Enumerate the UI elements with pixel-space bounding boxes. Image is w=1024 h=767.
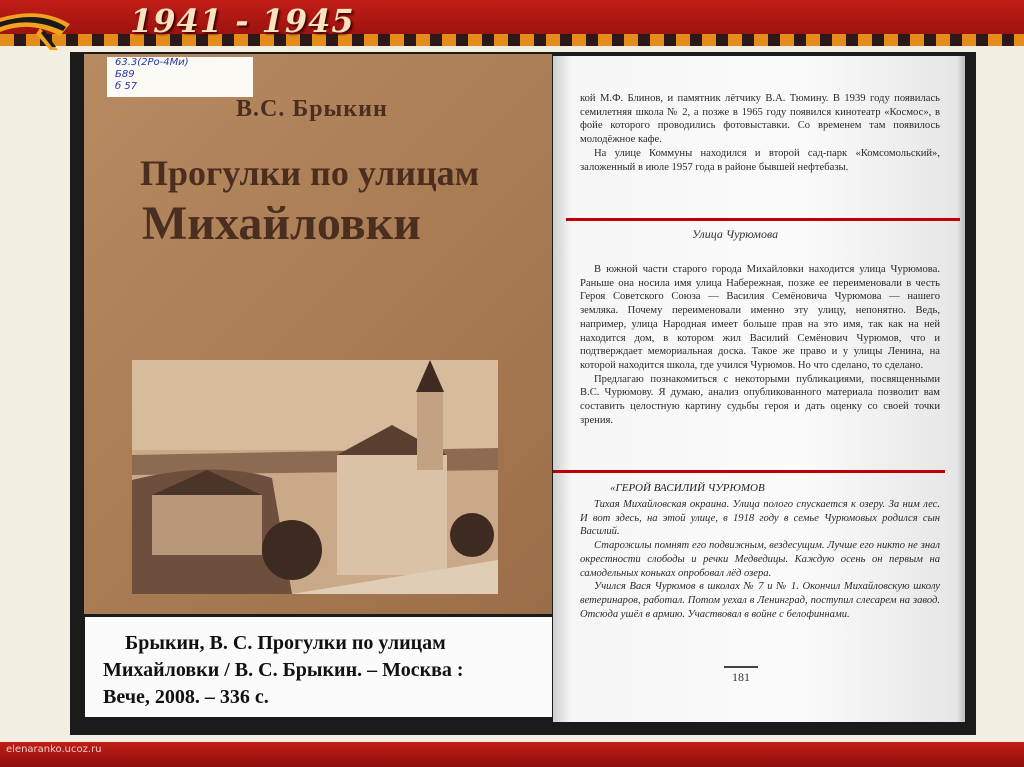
page-article-text	[580, 498, 940, 621]
st-george-ribbon-icon	[0, 10, 110, 50]
banner-years: 1941 - 1945	[130, 2, 355, 40]
paragraph: Тихая Михайловская окраина. Улица полого спускается к озеру. За ним лес. И вот здесь, на этой улице, в 1918 году в семье Чурюмовых родился сын Василий.	[580, 499, 940, 538]
sticker-line: 63.3(2Ро-4Ми)	[115, 57, 189, 68]
paragraph: Учился Вася Чурюмов в школах № 7 и № 1. Окончил Михайловскую школу ветеринаров, работал. Потом уехал в Ленинград, поступил слесарем на завод. Отсюда ушёл в армию. Участвовал в войне с белофиннами.	[580, 581, 940, 620]
caption-line: Брыкин, В. С. Прогулки по улицам	[125, 632, 446, 654]
cover-title-line1: Прогулки по улицам	[140, 153, 480, 193]
highlight-line	[566, 218, 960, 221]
paragraph: В южной части старого города Михайловки находится улица Чурюмова. Раньше она носила имя улица Набережная, позже ее переименовали в честь Героя Советского Союза — Василия Семёновича Чурюмова — нашего земляка. Почему переименовали именно эту улицу, непонятно. Ведь, например, улица Народная имеет больше прав на это имя, так как на ней находится дом, в котором жил Василий Семёнович Чурюмов, что и подтверждает мемориальная доска. Такое же право и у улицы Ленина, на которой находится школа, где учился Чурюмов. Но что сделано, то сделано.	[580, 264, 940, 371]
caption-line: Вече, 2008. – 336 с.	[103, 686, 269, 708]
highlight-line	[553, 470, 945, 473]
page-number-rule	[724, 666, 758, 668]
library-sticker	[107, 57, 253, 97]
cover-title-line2: Михайловки	[142, 197, 421, 250]
footer-site: elenaranko.ucoz.ru	[6, 744, 102, 755]
page-middle-text	[580, 263, 940, 427]
article-heading: «ГЕРОЙ ВАСИЛИЙ ЧУРЮМОВ	[610, 482, 765, 494]
sticker-line: Б89	[115, 69, 135, 80]
caption-line: Михайловки / В. С. Брыкин. – Москва :	[103, 659, 464, 681]
page-number: 181	[732, 670, 750, 684]
paragraph: На улице Коммуны находился и второй сад-парк «Комсомольский», заложенный в июле 1957 года в районе бывшей нефтебазы.	[580, 147, 940, 173]
paragraph: Предлагаю познакомиться с некоторыми публикациями, посвященными В.С. Чурюмову. Я думаю, анализ опубликованного материала позволит вам составить целостную картину судьбы героя и дать оценку со своей точки зрения.	[580, 373, 940, 426]
paragraph: кой М.Ф. Блинов, и памятник лётчику В.А. Тюмину. В 1939 году появилась семилетняя школа № 2, а позже в 1965 году появился кинотеатр «Космос», в фойе которого проводились фотовыставки. Со временем там появилось молодёжное кафе.	[580, 93, 940, 146]
cover-photo	[132, 360, 498, 594]
page-top-text	[580, 92, 940, 174]
bibliographic-caption	[85, 617, 552, 717]
top-banner	[0, 0, 1024, 46]
section-heading: Улица Чурюмова	[692, 227, 779, 241]
paragraph: Старожилы помнят его подвижным, вездесущим. Лучше его никто не знал окрестности слободы и речки Медведицы. Каждую осень он первым на самодельных коньках опробовал лёд озера.	[580, 540, 940, 579]
sticker-line: б 57	[115, 81, 138, 92]
cover-author: В.С. Брыкин	[236, 96, 388, 122]
bottom-banner	[0, 742, 1024, 767]
